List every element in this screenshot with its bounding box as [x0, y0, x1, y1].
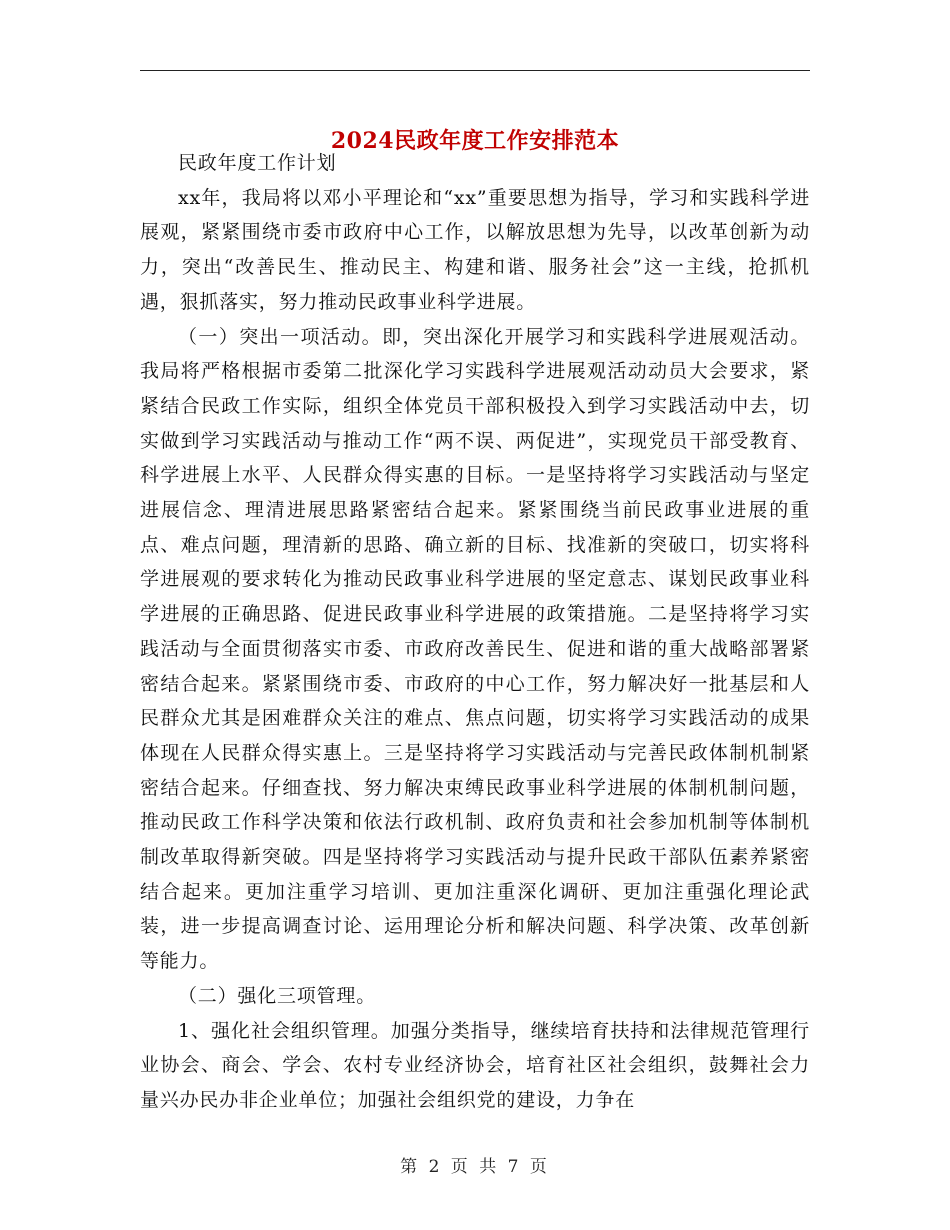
paragraph-section-two-heading: （二）强化三项管理。 [178, 984, 377, 1007]
paragraph-subtitle: 民政年度工作计划 [178, 152, 337, 174]
header-rule [140, 70, 810, 71]
paragraph-section-one: （一）突出一项活动。即，突出深化开展学习和实践科学进展观活动。我局将严格根据市委第二批深化学习实践科学进展观活动动员大会要求，紧紧结合民政工作实际，组织全体党员干部积极投入到学习实践活动中去，切实做到学习实践活动与推动工作“两不误、两促进”，实现党员干部受教育、科学进展上水平、人民群众得实惠的目标。一是坚持将学习实践活动与坚定进展信念、理清进展思路紧密结合起来。紧紧围绕当前民政事业进展的重点、难点问题，理清新的思路、确立新的目标、找准新的突破口，切实将科学进展观的要求转化为推动民政事业科学进展的坚定意志、谋划民政事业科学进展的正确思路、促进民政事业科学进展的政策措施。二是坚持将学习实践活动与全面贯彻落实市委、市政府改善民生、促进和谐的重大战略部署紧密结合起来。紧紧围绕市委、市政府的中心工作，努力解决好一批基层和人民群众尤其是困难群众关注的难点、焦点问题，切实将学习实践活动的成果体现在人民群众得实惠上。三是坚持将学习实践活动与完善民政体制机制紧密结合起来。仔细查找、努力解决束缚民政事业科学进展的体制机制问题，推动民政工作科学决策和依法行政机制、政府负责和社会参加机制等体制机制改革取得新突破。四是坚持将学习实践活动与提升民政干部队伍素养紧密结合起来。更加注重学习培训、更加注重深化调研、更加注重强化理论武装，进一步提高调查讨论、运用理论分析和解决问题、科学决策、改革创新等能力。 [140, 325, 810, 973]
paragraph-intro: xx年，我局将以邓小平理论和“xx”重要思想为指导，学习和实践科学进展观，紧紧围绕市委市政府中心工作，以解放思想为先导，以改革创新为动力，突出“改善民生、推动民主、构建和谐、服务社会”这一主线，抢抓机遇，狠抓落实，努力推动民政事业科学进展。 [140, 186, 810, 313]
paragraph-item-one: 1、强化社会组织管理。加强分类指导，继续培育扶持和法律规范管理行业协会、商会、学会、农村专业经济协会，培育社区社会组织，鼓舞社会力量兴办民办非企业单位；加强社会组织党的建设，力争在 [140, 1019, 810, 1111]
document-title: 2024民政年度工作安排范本 [330, 127, 620, 154]
document-body [140, 146, 810, 1118]
page-number-footer: 第 2 页 共 7 页 [400, 1157, 550, 1177]
